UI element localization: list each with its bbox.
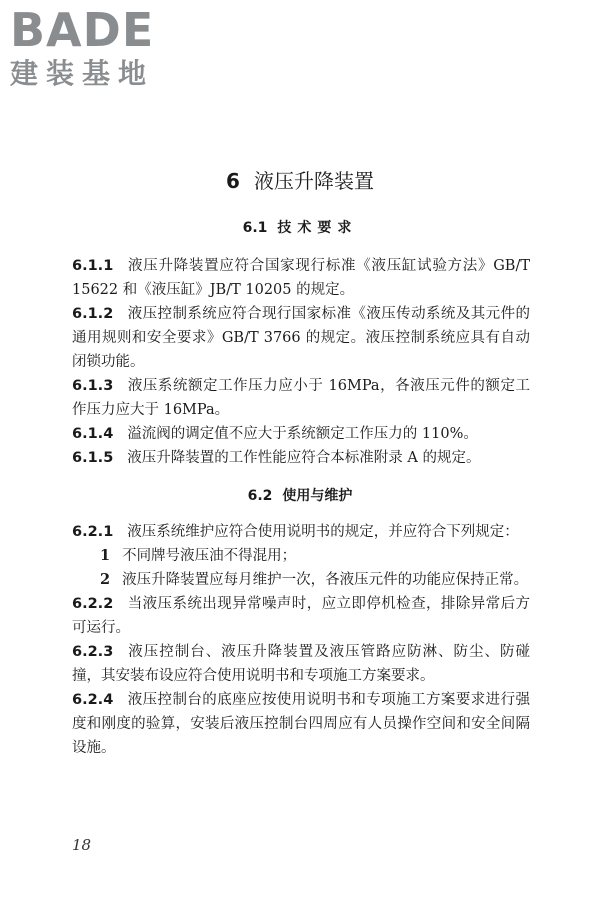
clause-number: 6.1.5 <box>72 450 114 466</box>
clause <box>72 422 530 446</box>
clause <box>72 254 530 302</box>
clause-number: 6.2.4 <box>72 692 114 708</box>
clause-text: 溢流阀的调定值不应大于系统额定工作压力的 110%。 <box>127 426 478 442</box>
logo-wordmark: BADE <box>10 3 155 57</box>
chapter-title <box>0 168 600 194</box>
clause-number: 6.2.3 <box>72 644 114 660</box>
section-title-text: 技术要求 <box>277 220 358 236</box>
page-number: 18 <box>72 836 92 854</box>
clause-number: 6.1.4 <box>72 426 114 442</box>
logo-subtitle: 建装基地 <box>10 57 155 90</box>
section-title-6-2 <box>0 486 600 506</box>
item-text: 液压升降装置应每月维护一次，各液压元件的功能应保持正常。 <box>122 572 529 588</box>
item-text: 不同牌号液压油不得混用； <box>122 548 297 564</box>
clause-text: 液压控制台的底座应按使用说明书和专项施工方案要求进行强度和刚度的验算，安装后液压控制台四周应有人员操作空间和安全间隔设施。 <box>72 692 530 756</box>
clause <box>72 688 530 760</box>
section-number: 6.1 <box>242 220 268 236</box>
section-number: 6.2 <box>247 488 273 504</box>
section-title-text: 使用与维护 <box>282 488 353 504</box>
clause-text: 液压升降装置应符合国家现行标准《液压缸试验方法》GB/T 15622 和《液压缸》JB/T 10205 的规定。 <box>72 258 530 298</box>
clause-text: 液压控制台、液压升降装置及液压管路应防淋、防尘、防碰撞，其安装布设应符合使用说明书和专项施工方案要求。 <box>72 644 530 684</box>
clause-number: 6.1.1 <box>72 258 114 274</box>
section-6-2-body <box>72 520 530 760</box>
clause-text: 液压升降装置的工作性能应符合本标准附录 A 的规定。 <box>127 450 481 466</box>
clause-number: 6.1.2 <box>72 306 114 322</box>
bade-logo <box>10 3 180 90</box>
section-6-1-body <box>72 254 530 470</box>
clause-text: 液压系统维护应符合使用说明书的规定，并应符合下列规定： <box>127 524 519 540</box>
section-title-6-1 <box>0 218 600 238</box>
clause-text: 当液压系统出现异常噪声时，应立即停机检查，排除异常后方可运行。 <box>72 596 530 636</box>
clause <box>72 446 530 470</box>
clause-number: 6.2.2 <box>72 596 114 612</box>
clause <box>72 592 530 640</box>
chapter-number: 6 <box>226 169 240 193</box>
clause-number: 6.2.1 <box>72 524 114 540</box>
clause-text: 液压系统额定工作压力应小于 16MPa，各液压元件的额定工作压力应大于 16MPa。 <box>72 378 530 418</box>
list-item <box>72 544 530 568</box>
chapter-title-text: 液压升降装置 <box>253 169 374 193</box>
clause <box>72 302 530 374</box>
list-item <box>72 568 530 592</box>
clause-text: 液压控制系统应符合现行国家标准《液压传动系统及其元件的通用规则和安全要求》GB/T 3766 的规定。液压控制系统应具有自动闭锁功能。 <box>72 306 530 370</box>
clause <box>72 640 530 688</box>
item-number: 2 <box>100 571 111 588</box>
clause <box>72 374 530 422</box>
clause-number: 6.1.3 <box>72 378 114 394</box>
clause <box>72 520 530 544</box>
item-number: 1 <box>100 547 111 564</box>
